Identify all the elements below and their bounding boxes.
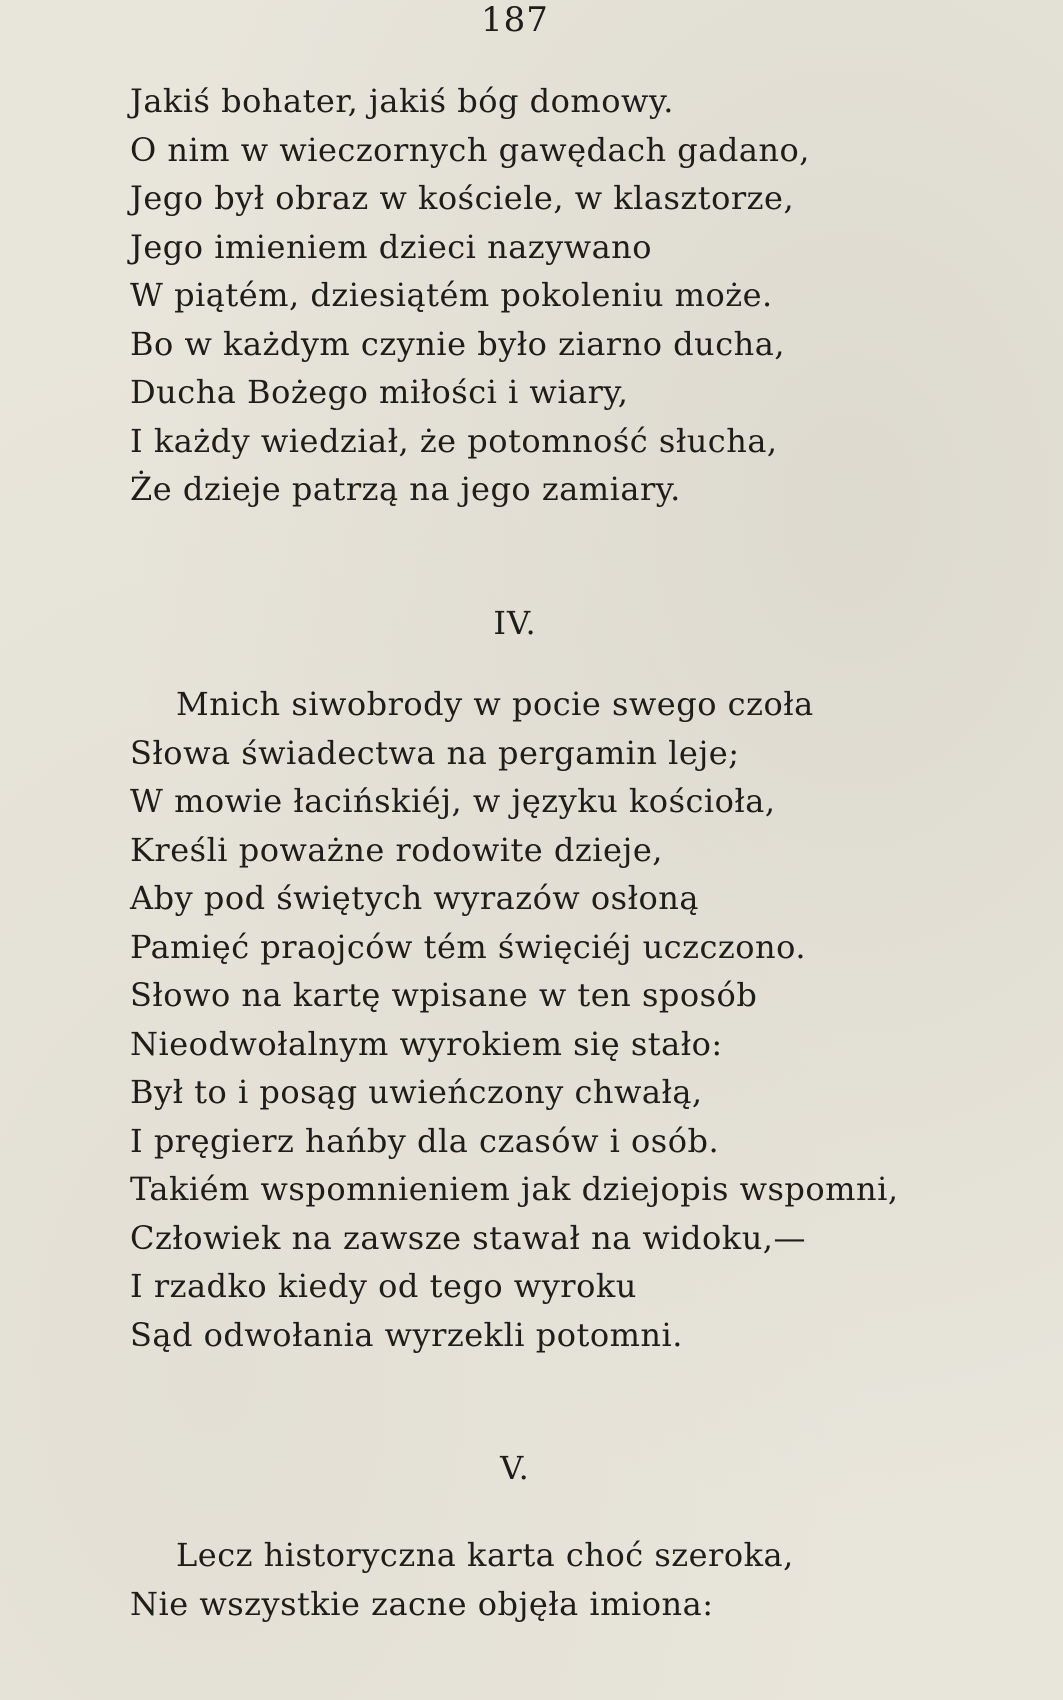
verse-line: Aby pod świętych wyrazów osłoną bbox=[130, 879, 699, 917]
verse-line: W piątém, dziesiątém pokoleniu może. bbox=[130, 276, 773, 314]
stanza-2 bbox=[130, 680, 1010, 1359]
verse-line: Sąd odwołania wyrzekli potomni. bbox=[130, 1315, 683, 1354]
verse-line: I każdy wiedział, że potomność słucha, bbox=[130, 421, 778, 460]
verse-line: W mowie łacińskiéj, w języku kościoła, bbox=[130, 782, 776, 820]
verse-line: Słowo na kartę wpisane w ten sposób bbox=[130, 976, 758, 1014]
verse-line: Ducha Bożego miłości i wiary, bbox=[130, 373, 629, 411]
verse-line: Mnich siwobrody w pocie swego czoła bbox=[176, 685, 814, 723]
verse-line: Człowiek na zawsze stawał na widoku,— bbox=[130, 1218, 806, 1257]
verse-line: I pręgierz hańby dla czasów i osób. bbox=[130, 1121, 720, 1160]
stanza-1 bbox=[130, 77, 1010, 514]
verse-line: Jakiś bohater, jakiś bóg domowy. bbox=[130, 82, 674, 120]
section-heading-iv: IV. bbox=[493, 604, 537, 642]
verse-line: Jego był obraz w kościele, w klasztorze, bbox=[130, 179, 795, 217]
verse-line: I rzadko kiedy od tego wyroku bbox=[130, 1267, 637, 1305]
verse-line: Kreśli poważne rodowite dzieje, bbox=[130, 830, 663, 869]
page-number: 187 bbox=[481, 0, 549, 40]
verse-line: O nim w wieczornych gawędach gadano, bbox=[130, 130, 810, 169]
verse-line: Słowa świadectwa na pergamin leje; bbox=[130, 733, 740, 772]
verse-line: Że dzieje patrzą na jego zamiary. bbox=[130, 470, 681, 508]
section-heading-v: V. bbox=[500, 1449, 530, 1487]
verse-line: Był to i posąg uwieńczony chwałą, bbox=[130, 1073, 703, 1111]
verse-line: Nieodwołalnym wyrokiem się stało: bbox=[130, 1024, 723, 1063]
verse-line: Lecz historyczna karta choć szeroka, bbox=[176, 1536, 794, 1574]
verse-line: Nie wszystkie zacne objęła imiona: bbox=[130, 1584, 714, 1623]
verse-line: Pamięć praojców tém święciéj uczczono. bbox=[130, 927, 806, 966]
verse-line: Takiém wspomnieniem jak dziejopis wspomni, bbox=[130, 1170, 899, 1208]
verse-line: Bo w każdym czynie było ziarno ducha, bbox=[130, 324, 785, 363]
verse-line: Jego imieniem dzieci nazywano bbox=[130, 227, 653, 266]
stanza-3 bbox=[130, 1531, 1010, 1628]
